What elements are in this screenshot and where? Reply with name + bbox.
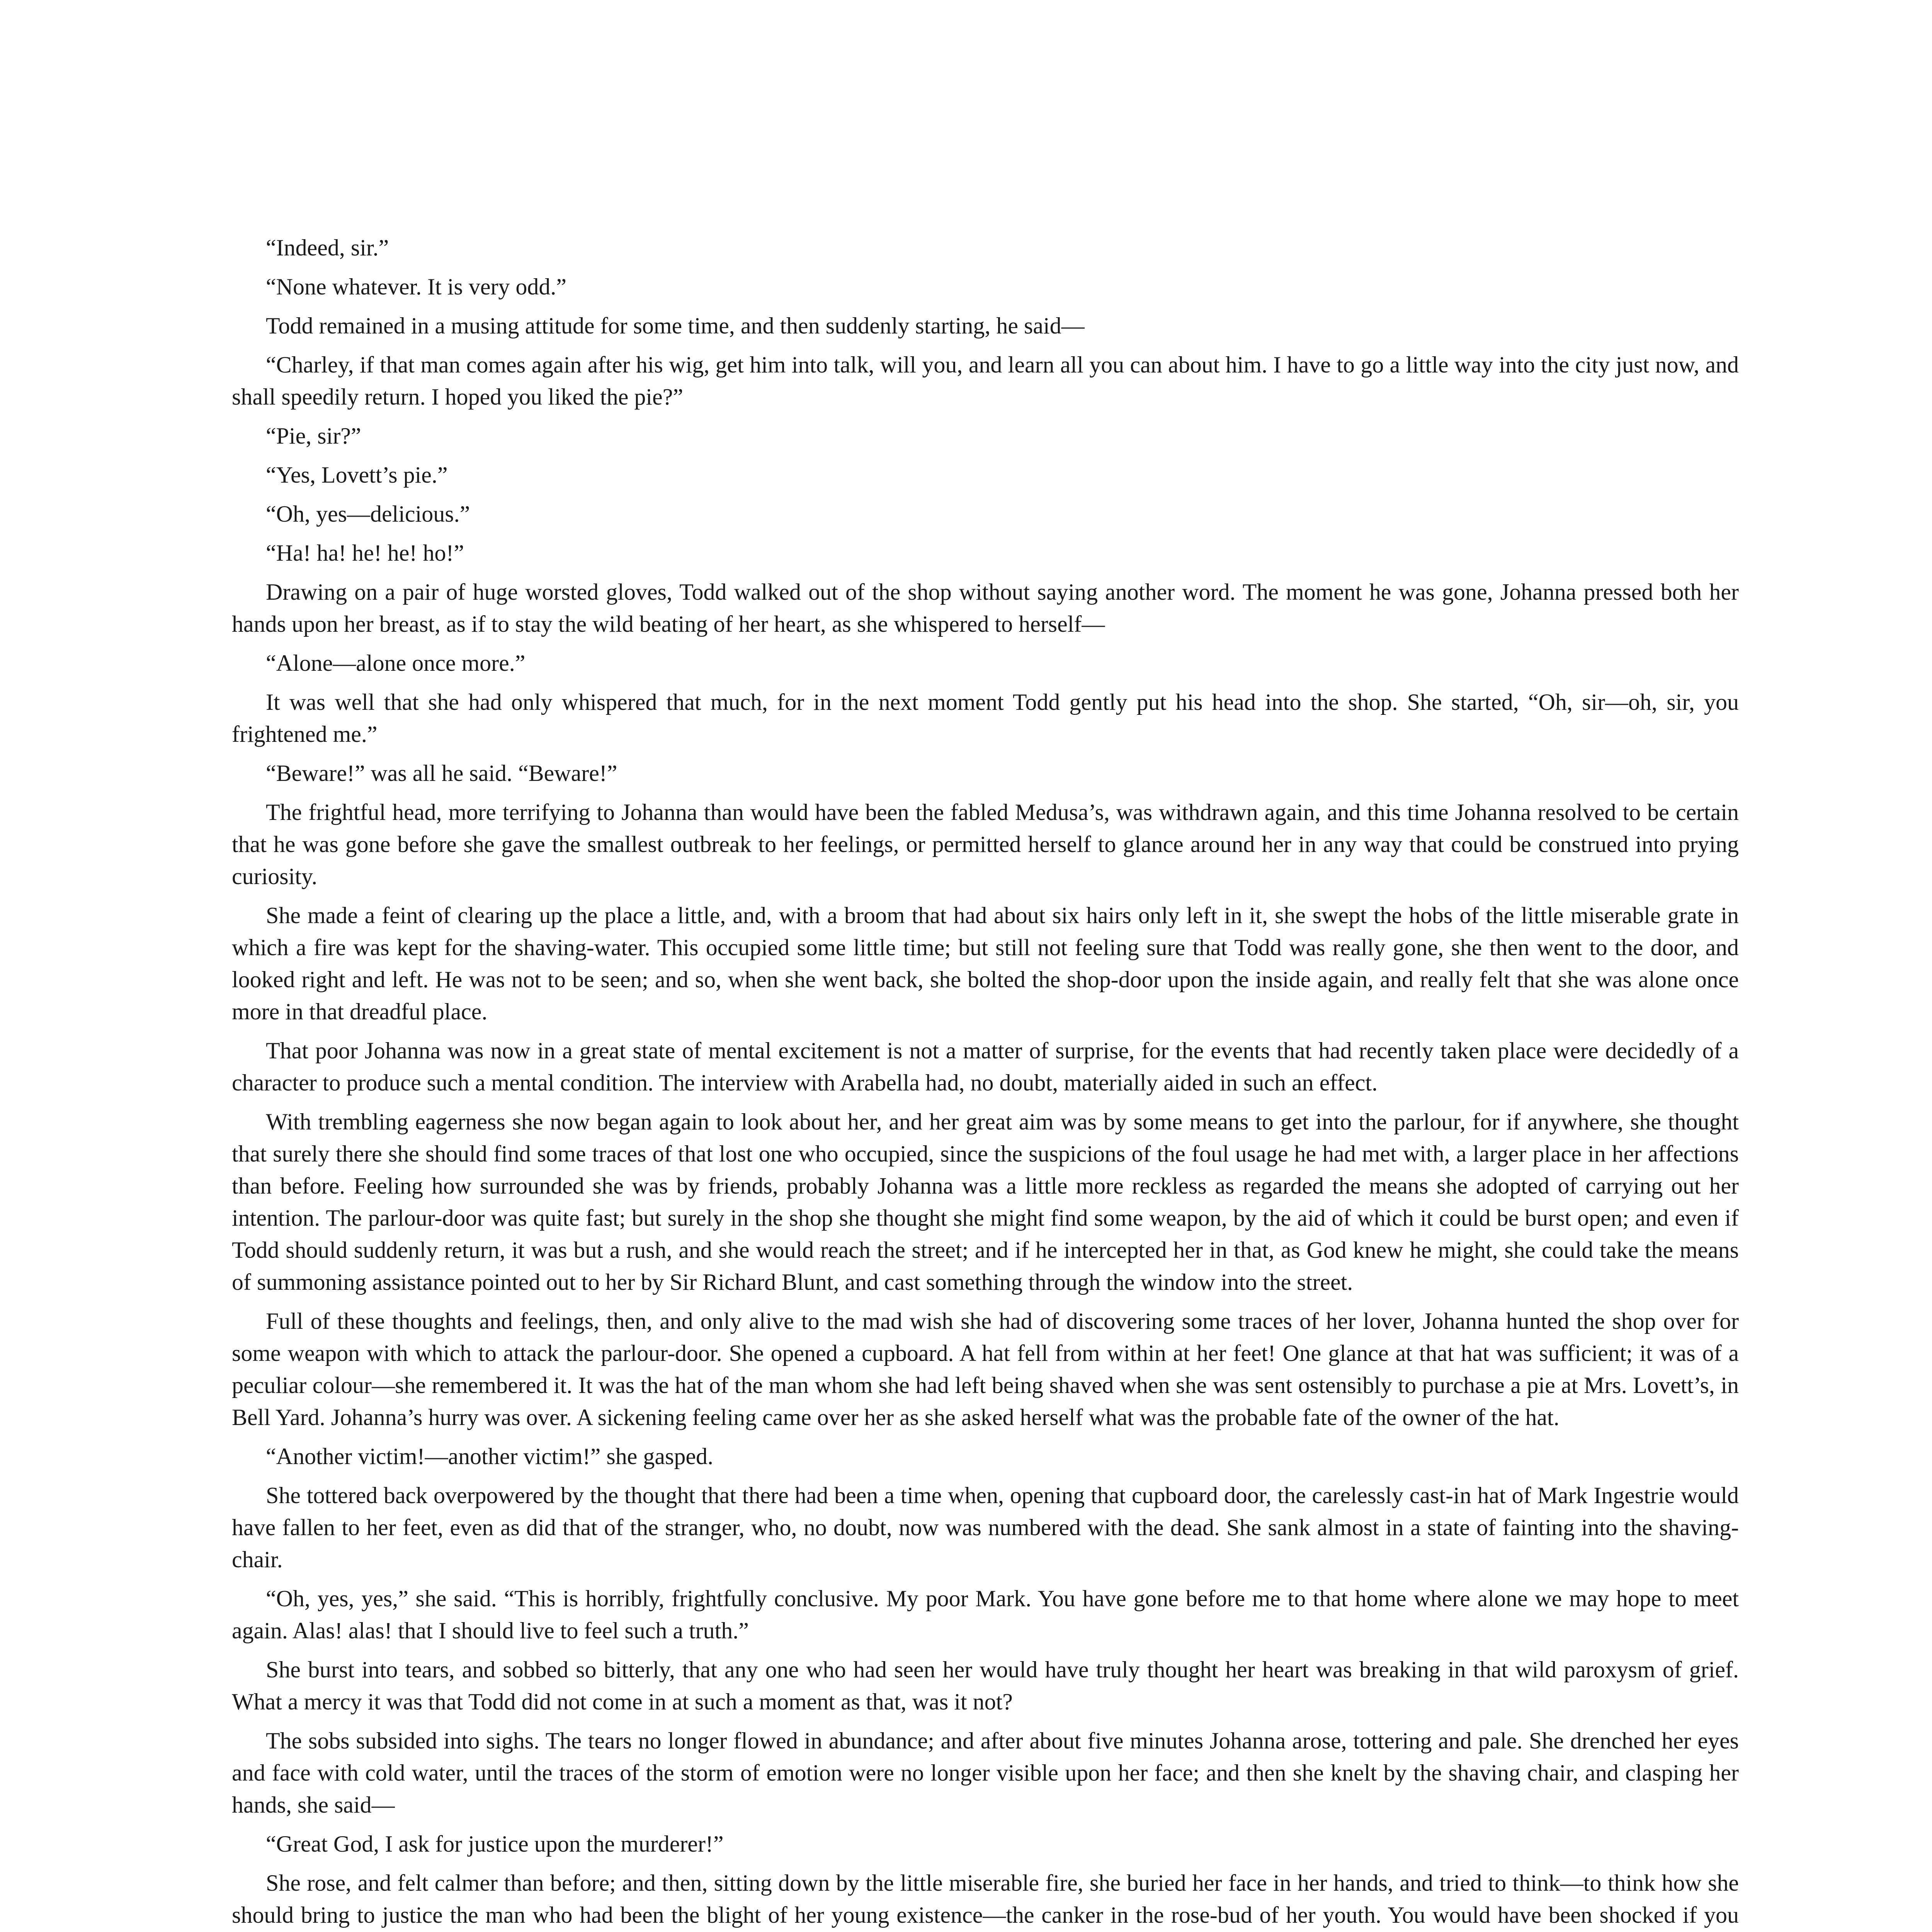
paragraph: “Pie, sir?” — [266, 423, 361, 449]
paragraph: The frightful head, more terrifying to Johanna than would have been the fabled Medusa’s, was withdrawn again, and this time Johanna resolved to be certain that he was gone before she gave the smallest outbreak to her feelings, or permitted herself to glance around her in any way that could be construed into prying curiosity. — [232, 799, 1739, 889]
paragraph: “Charley, if that man comes again after his wig, get him into talk, will you, and learn all you can about him. I have to go a little way into the city just now, and shall speedily return. I hoped you liked the pie?” — [232, 352, 1739, 410]
paragraph: She rose, and felt calmer than before; and then, sitting down by the little miserable fire, she buried her face in her hands, and tried to think—to think how she should bring to justice the man who had been the blight of her young existence—the canker in the rose-bud of her youth. You would have been shocked if you — [232, 1870, 1739, 1928]
paragraph: That poor Johanna was now in a great state of mental excitement is not a matter of surprise, for the events that had recently taken place were decidedly of a character to produce such a mental condition. The interview with Arabella had, no doubt, materially aided in such an effect. — [232, 1038, 1739, 1095]
paragraph: With trembling eagerness she now began again to look about her, and her great aim was by some means to get into the parlour, for if anywhere, she thought that surely there she should find some traces of that lost one who occupied, since the suspicions of the foul usage he had met with, a larger place in her affections than before. Feeling how surrounded she was by friends, probably Johanna was a little more reckless as regarded the means she adopted of carrying out her intention. The parlour-door was quite fast; but surely in the shop she thought she might find some weapon, by the aid of which it could be burst open; and even if Todd should suddenly return, it was but a rush, and she would reach the street; and if he intercepted her in that, as God knew he might, she could take the means of summoning assistance pointed out to her by Sir Richard Blunt, and cast something through the window into the street. — [232, 1109, 1739, 1295]
paragraph: It was well that she had only whispered that much, for in the next moment Todd gently put his head into the shop. She started, “Oh, sir—oh, sir, you frightened me.” — [232, 689, 1739, 747]
paragraph: Drawing on a pair of huge worsted gloves, Todd walked out of the shop without saying another word. The moment he was gone, Johanna pressed both her hands upon her breast, as if to stay the wild beating of her heart, as she whispered to herself— — [232, 579, 1739, 637]
paragraph: She burst into tears, and sobbed so bitterly, that any one who had seen her would have truly thought her heart was breaking in that wild paroxysm of grief. What a mercy it was that Todd did not come in at such a moment as that, was it not? — [232, 1657, 1739, 1714]
paragraph: “None whatever. It is very odd.” — [266, 274, 567, 299]
paragraph: She made a feint of clearing up the place a little, and, with a broom that had about six hairs only left in it, she swept the hobs of the little miserable grate in which a fire was kept for the shaving-water. This occupied some little time; but still not feeling sure that Todd was really gone, she then went to the door, and looked right and left. He was not to be seen; and so, when she went back, she bolted the shop-door upon the inside again, and really felt that she was alone once more in that dreadful place. — [232, 903, 1739, 1024]
paragraph: The sobs subsided into sighs. The tears no longer flowed in abundance; and after about five minutes Johanna arose, tottering and pale. She drenched her eyes and face with cold water, until the traces of the storm of emotion were no longer visible upon her face; and then she knelt by the shaving chair, and clasping her hands, she said— — [232, 1728, 1739, 1818]
paragraph: “Another victim!—another victim!” she gasped. — [266, 1444, 713, 1469]
paragraph: Full of these thoughts and feelings, then, and only alive to the mad wish she had of discovering some traces of her lover, Johanna hunted the shop over for some weapon with which to attack the parlour-door. She opened a cupboard. A hat fell from within at her feet! One glance at that hat was sufficient; it was of a peculiar colour—she remembered it. It was the hat of the man whom she had left being shaved when she was sent ostensibly to purchase a pie at Mrs. Lovett’s, in Bell Yard. Johanna’s hurry was over. A sickening feeling came over her as she asked herself what was the probable fate of the owner of the hat. — [232, 1308, 1739, 1430]
paragraph: “Great God, I ask for justice upon the murderer!” — [266, 1831, 724, 1857]
paragraph: “Indeed, sir.” — [266, 235, 389, 260]
paragraph: “Ha! ha! he! he! ho!” — [266, 540, 464, 566]
paragraph: “Yes, Lovett’s pie.” — [266, 462, 448, 488]
page-body — [232, 232, 1739, 1932]
paragraph: “Alone—alone once more.” — [266, 650, 526, 676]
paragraph: “Oh, yes—delicious.” — [266, 501, 470, 527]
paragraph: “Beware!” was all he said. “Beware!” — [266, 760, 617, 786]
paragraph: Todd remained in a musing attitude for some time, and then suddenly starting, he said— — [266, 313, 1085, 338]
paragraph: She tottered back overpowered by the thought that there had been a time when, opening that cupboard door, the carelessly cast-in hat of Mark Ingestrie would have fallen to her feet, even as did that of the stranger, who, no doubt, now was numbered with the dead. She sank almost in a state of fainting into the shaving-chair. — [232, 1483, 1739, 1572]
paragraph: “Oh, yes, yes,” she said. “This is horribly, frightfully conclusive. My poor Mark. You have gone before me to that home where alone we may hope to meet again. Alas! alas! that I should live to feel such a truth.” — [232, 1586, 1739, 1643]
